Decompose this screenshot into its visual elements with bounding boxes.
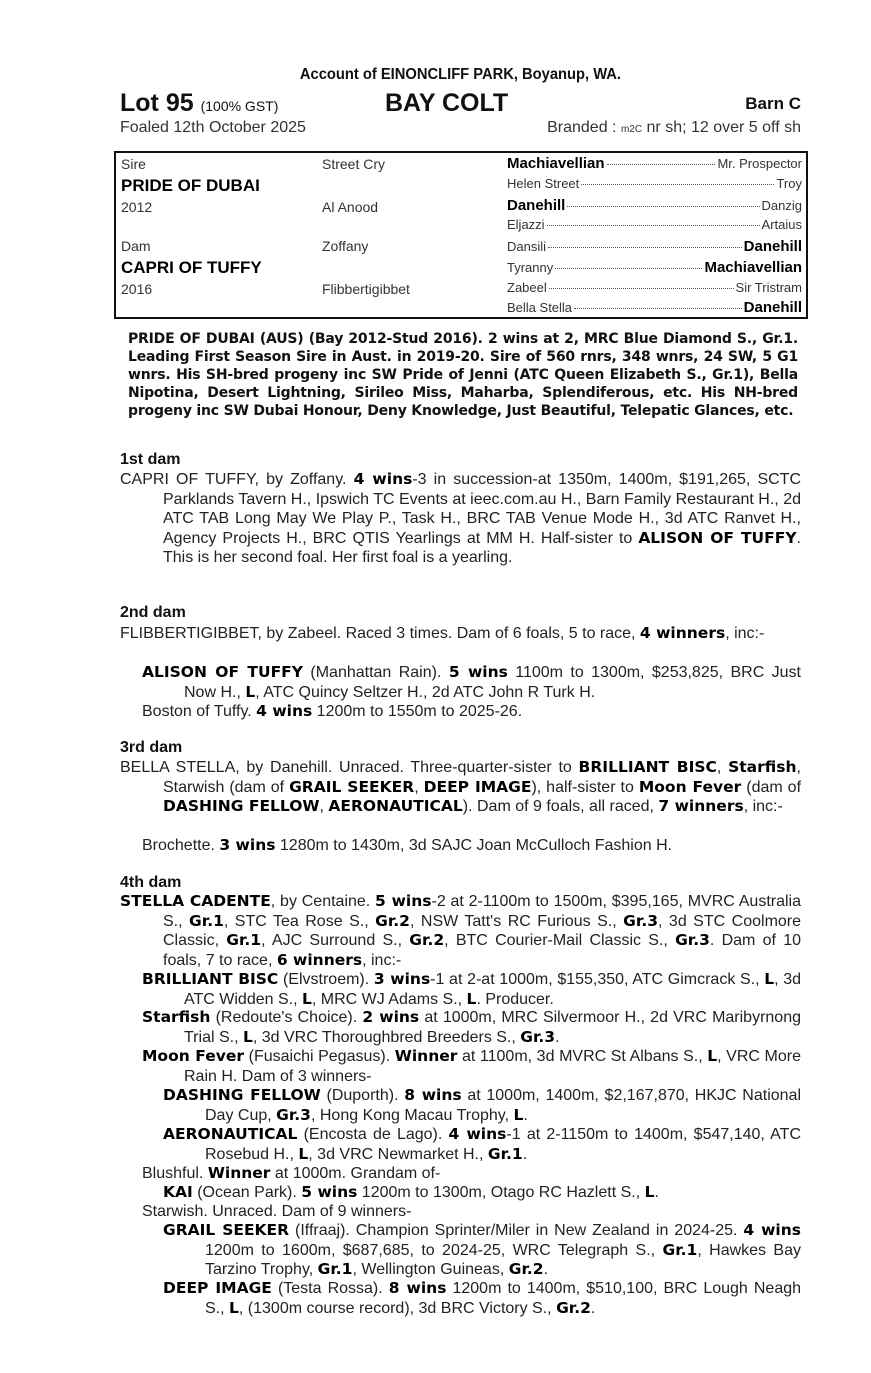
pedigree-g3-row [507, 238, 802, 255]
text-run: . Dam of 10 foals, 7 to race, [163, 932, 802, 969]
text-run: , inc:- [362, 951, 402, 969]
sire-summary: PRIDE OF DUBAI (AUS) (Bay 2012-Stud 2016). 2 wins at 2, MRC Blue Diamond S., Gr.1. Leading First Season Sire in Aust. in 2019-20. Sire of 560 rnrs, 348 wnrs, 24 SW, 5 G1 wnrs. His SH-bred progeny inc SW Pride of Jenni (ATC Queen Elizabeth S., Gr.1), Bella Nipotina, Desert Lightning, Sirileo Miss, Maharba, Splendiferous, etc. His NH-bred progeny inc SW Dubai Honour, Deny Knowledge, Just Beautiful, Telepatic Glances, etc. [128, 331, 798, 419]
dam-sire: Zoffany [322, 238, 369, 254]
progeny-entry [142, 663, 801, 702]
text-run: BELLA STELLA, by Danehill. Unraced. Three-quarter-sister to [120, 759, 579, 776]
text-run: Blushful. [142, 1165, 208, 1182]
bold-highlight: Gr.3 [520, 1027, 556, 1046]
text-run: (Iffraaj). Champion Sprinter/Miler in New Zealand in 2024-25. [289, 1222, 744, 1239]
bold-highlight: 7 winners [658, 797, 744, 815]
bold-highlight: 4 wins [256, 702, 313, 720]
dam-name: CAPRI OF TUFFY [121, 258, 262, 277]
branding: Branded : m2C nr sh; 12 over 5 off sh [547, 119, 801, 136]
text-run: -1 at 2-at 1000m, $155,350, ATC Gimcrack S., [430, 971, 765, 988]
bold-highlight: 8 wins [404, 1086, 462, 1104]
progeny-entry [142, 1047, 801, 1086]
text-run: , NSW Tatt's RC Furious S., [409, 912, 624, 930]
bold-highlight: Gr.2 [409, 931, 445, 949]
progeny-entry [142, 1008, 801, 1047]
text-run: . [523, 1106, 528, 1124]
bold-highlight: L [644, 1183, 655, 1201]
barn-label: Barn C [745, 94, 801, 113]
text-run: , AJC Surround S., [261, 932, 410, 949]
bold-highlight: KAI [163, 1183, 193, 1201]
bold-highlight: L [764, 970, 775, 988]
third-dam-text [120, 758, 801, 817]
bold-highlight: Gr.3 [623, 911, 658, 930]
bold-highlight: 5 wins [448, 663, 508, 681]
bold-highlight: Winner [394, 1047, 458, 1065]
bold-highlight: 3 wins [373, 970, 431, 988]
bold-highlight: Moon Fever [142, 1047, 245, 1065]
bold-highlight: Winner [207, 1164, 271, 1182]
pedigree-g3-row [507, 155, 802, 172]
text-run: 1200m to 1600m, $687,685, to 2024-25, WRC Telegraph S., [205, 1241, 663, 1259]
g3-ancestor: Helen Street [507, 176, 580, 191]
text-run: , 3d ATC Widden S., [184, 971, 801, 1008]
bold-highlight: Gr.2 [556, 1298, 591, 1317]
bold-highlight: L [229, 1298, 239, 1317]
bold-highlight: L [513, 1105, 524, 1124]
text-run: -2 at 2-1100m to 1500m, $395,165, MVRC Australia S., [163, 893, 802, 930]
sire-name: PRIDE OF DUBAI [121, 176, 260, 195]
dam-label: Dam [121, 238, 151, 254]
bold-highlight: BRILLIANT BISC [578, 758, 717, 776]
text-run: . This is her second foal. Her first foal is a yearling. [163, 529, 801, 566]
bold-highlight: Gr.2 [508, 1260, 544, 1278]
g3-sire: Mr. Prospector [717, 156, 802, 171]
bold-highlight: 8 wins [388, 1279, 447, 1297]
text-run: (dam of [741, 778, 802, 796]
bold-highlight: DASHING FELLOW [163, 1086, 321, 1104]
text-run: 1200m to 1400m, $510,100, BRC Lough Neagh S., [205, 1280, 802, 1317]
text-run: (Elvstroem). [278, 971, 374, 988]
bold-highlight: 5 wins [301, 1183, 358, 1201]
bold-highlight: 5 wins [375, 892, 432, 910]
dot-leader [549, 288, 734, 289]
bold-highlight: Starfish [728, 758, 797, 776]
text-run: . [543, 1261, 549, 1278]
bold-highlight: GRAIL SEEKER [289, 777, 415, 796]
progeny-entry [142, 970, 801, 1009]
bold-highlight: STELLA CADENTE [120, 892, 271, 910]
text-run: , inc:- [725, 625, 765, 642]
bold-highlight: ALISON OF TUFFY [638, 528, 797, 547]
text-run: , 3d VRC Thoroughbred Breeders S., [252, 1028, 521, 1046]
progeny-entry [163, 1279, 801, 1318]
g3-ancestor: Danehill [507, 197, 566, 214]
text-run: , Starwish (dam of [163, 759, 801, 796]
text-run: , Wellington Guineas, [352, 1261, 509, 1278]
pedigree-table [114, 151, 808, 319]
text-run: (Testa Rossa). [271, 1280, 389, 1297]
dot-leader [574, 308, 742, 309]
text-run: , Hawkes Bay Tarzino Trophy, [205, 1241, 802, 1278]
progeny-entry [163, 1086, 801, 1125]
text-run: (Redoute's Choice). [210, 1009, 363, 1026]
g3-ancestor: Machiavellian [507, 155, 605, 172]
horse-title: BAY COLT [385, 89, 509, 117]
third-dam-heading: 3rd dam [120, 739, 183, 756]
bold-highlight: DEEP IMAGE [423, 777, 532, 796]
bold-highlight: DASHING FELLOW [163, 797, 320, 815]
text-run: (Fusaichi Pegasus). [244, 1048, 395, 1065]
gst-note: (100% GST) [200, 98, 279, 114]
lot-number: Lot 95 (100% GST) [120, 89, 279, 117]
bold-highlight: L [707, 1047, 718, 1065]
bold-highlight: L [466, 989, 477, 1008]
text-run: at 1100m, 3d MVRC St Albans S., [457, 1048, 708, 1065]
bold-highlight: Starfish [142, 1008, 211, 1026]
text-run: Brochette. [142, 837, 220, 854]
dot-leader [607, 164, 716, 165]
dot-leader [555, 268, 702, 269]
progeny-entry [142, 836, 801, 856]
g3-sire: Danehill [743, 238, 802, 255]
sire-sire: Street Cry [322, 156, 386, 172]
text-run: , STC Tea Rose S., [223, 912, 376, 930]
vendor-account: Account of EINONCLIFF PARK, Boyanup, WA. [299, 66, 622, 83]
first-dam-heading: 1st dam [120, 451, 181, 468]
text-run: , by Centaine. [270, 893, 376, 910]
text-run: at 1000m, 1400m, $2,167,870, HKJC National Day Cup, [205, 1087, 801, 1124]
progeny-entry [142, 1202, 801, 1222]
text-run: at 1000m, MRC Silvermoor H., 2d VRC Maribyrnong Trial S., [184, 1009, 802, 1046]
text-run: ), half-sister to [531, 778, 639, 796]
g3-sire: Sir Tristram [735, 280, 802, 295]
text-run: at 1000m. Grandam of- [270, 1165, 441, 1182]
pedigree-g3-row [507, 299, 802, 316]
bold-highlight: 4 wins [448, 1125, 507, 1143]
text-run: , BTC Courier-Mail Classic S., [444, 932, 676, 949]
text-run: Boston of Tuffy. [142, 703, 257, 720]
dot-leader [548, 247, 742, 248]
text-run: (Manhattan Rain). [302, 664, 449, 681]
text-run: , [319, 798, 329, 815]
text-run: Starwish. Unraced. Dam of 9 winners- [142, 1203, 412, 1220]
text-run: . Producer. [476, 990, 554, 1008]
bold-highlight: L [242, 1027, 253, 1046]
brand-mark-icon: m2C [620, 124, 643, 135]
bold-highlight: AERONAUTICAL [328, 797, 463, 815]
second-dam-heading: 2nd dam [120, 604, 186, 621]
text-run: , inc:- [743, 798, 783, 815]
bold-highlight: 2 wins [362, 1008, 420, 1026]
bold-highlight: Gr.2 [375, 911, 410, 930]
bold-highlight: Gr.1 [317, 1260, 353, 1278]
pedigree-g3-row [507, 259, 802, 276]
text-run: , 3d STC Coolmore Classic, [163, 912, 802, 949]
fourth-dam-heading: 4th dam [120, 874, 182, 891]
pedigree-g3-row [507, 280, 802, 295]
text-run: 1200m to 1300m, Otago RC Hazlett S., [357, 1184, 645, 1201]
g3-ancestor: Dansili [507, 239, 547, 254]
bold-highlight: 4 wins [353, 470, 413, 488]
bold-highlight: 4 wins [743, 1221, 802, 1239]
text-run: 1100m to 1300m, $253,825, BRC Just Now H., [184, 664, 802, 701]
text-run: , Hong Kong Macau Trophy, [310, 1106, 514, 1124]
g3-ancestor: Tyranny [507, 260, 554, 275]
text-run: , ATC Quincy Seltzer H., 2d ATC John R Turk H. [255, 683, 596, 701]
text-run: CAPRI OF TUFFY, by Zoffany. [120, 471, 354, 488]
g3-sire: Artaius [761, 217, 802, 232]
text-run: ). Dam of 9 foals, all raced, [462, 798, 659, 815]
bold-highlight: Moon Fever [638, 777, 742, 796]
bold-highlight: L [245, 682, 256, 701]
bold-highlight: DEEP IMAGE [163, 1279, 272, 1297]
text-run: . [555, 1028, 560, 1046]
text-run: -3 in succession-at 1350m, 1400m, $191,265, SCTC Parklands Tavern H., Ipswich TC Events at ieec.com.au H., Barn Family Restaurant H., 2d ATC TAB Long May We Play P., Task H., BRC TAB Venue Mode H., 3d ATC Ranvet H., Agency Projects H., BRC QTIS Yearlings at MM H. Half-sister to [163, 471, 801, 547]
bold-highlight: L [301, 989, 312, 1008]
g3-ancestor: Eljazzi [507, 217, 545, 232]
dam-dam: Flibbertigibbet [322, 281, 410, 297]
text-run: (Encosta de Lago). [297, 1126, 449, 1143]
text-run: . [654, 1184, 659, 1201]
bold-highlight: 3 wins [219, 836, 276, 854]
first-dam-text [120, 470, 801, 568]
text-run: , MRC WJ Adams S., [311, 990, 467, 1008]
progeny-entry [163, 1221, 801, 1280]
second-dam-text [120, 624, 801, 644]
g3-sire: Troy [776, 176, 802, 191]
dot-leader [567, 206, 759, 207]
bold-highlight: Gr.1 [226, 931, 262, 949]
bold-highlight: 6 winners [276, 950, 363, 969]
pedigree-g3-row [507, 217, 802, 232]
text-run: , VRC More Rain H. Dam of 3 winners- [184, 1048, 801, 1085]
bold-highlight: ALISON OF TUFFY [142, 663, 303, 681]
text-run: . [590, 1299, 596, 1317]
text-run: , [414, 778, 424, 796]
bold-highlight: Gr.1 [662, 1240, 698, 1259]
dot-leader [547, 225, 760, 226]
dot-leader [581, 184, 774, 185]
pedigree-g3-row [507, 176, 802, 191]
progeny-entry [142, 702, 801, 722]
text-run: , [716, 759, 729, 776]
progeny-entry [142, 1164, 801, 1184]
bold-highlight: L [298, 1144, 309, 1163]
bold-highlight: Gr.3 [276, 1105, 311, 1124]
pedigree-g3-row [507, 197, 802, 214]
bold-highlight: Gr.3 [675, 931, 710, 949]
g3-ancestor: Zabeel [507, 280, 547, 295]
g3-sire: Machiavellian [704, 259, 802, 276]
text-run: 1200m to 1550m to 2025-26. [312, 703, 523, 720]
text-run: , (1300m course record), 3d BRC Victory S., [238, 1299, 557, 1317]
sire-dam: Al Anood [322, 199, 379, 215]
g3-sire: Danzig [761, 198, 802, 213]
text-run: -1 at 2-1150m to 1400m, $547,140, ATC Rosebud H., [205, 1126, 801, 1163]
bold-highlight: 4 winners [639, 624, 726, 642]
foaled-date: Foaled 12th October 2025 [120, 119, 306, 136]
text-run: , 3d VRC Newmarket H., [308, 1145, 488, 1163]
sire-year: 2012 [121, 199, 153, 215]
dam-year: 2016 [121, 281, 153, 297]
g3-ancestor: Bella Stella [507, 300, 573, 315]
g3-sire: Danehill [743, 299, 802, 316]
progeny-entry [163, 1183, 801, 1203]
text-run: . [522, 1145, 528, 1163]
lot-header [120, 89, 801, 119]
text-run: (Duporth). [320, 1087, 405, 1104]
sire-label: Sire [121, 156, 146, 172]
bold-highlight: GRAIL SEEKER [163, 1221, 290, 1239]
bold-highlight: Gr.1 [487, 1144, 523, 1163]
text-run: FLIBBERTIGIBBET, by Zabeel. Raced 3 times. Dam of 6 foals, 5 to race, [120, 625, 640, 642]
bold-highlight: AERONAUTICAL [163, 1125, 298, 1143]
fourth-dam-text [120, 892, 801, 970]
progeny-entry [163, 1125, 801, 1164]
text-run: (Ocean Park). [192, 1184, 302, 1201]
text-run: 1280m to 1430m, 3d SAJC Joan McCulloch Fashion H. [275, 837, 673, 854]
bold-highlight: Gr.1 [189, 911, 224, 930]
bold-highlight: BRILLIANT BISC [142, 970, 279, 988]
